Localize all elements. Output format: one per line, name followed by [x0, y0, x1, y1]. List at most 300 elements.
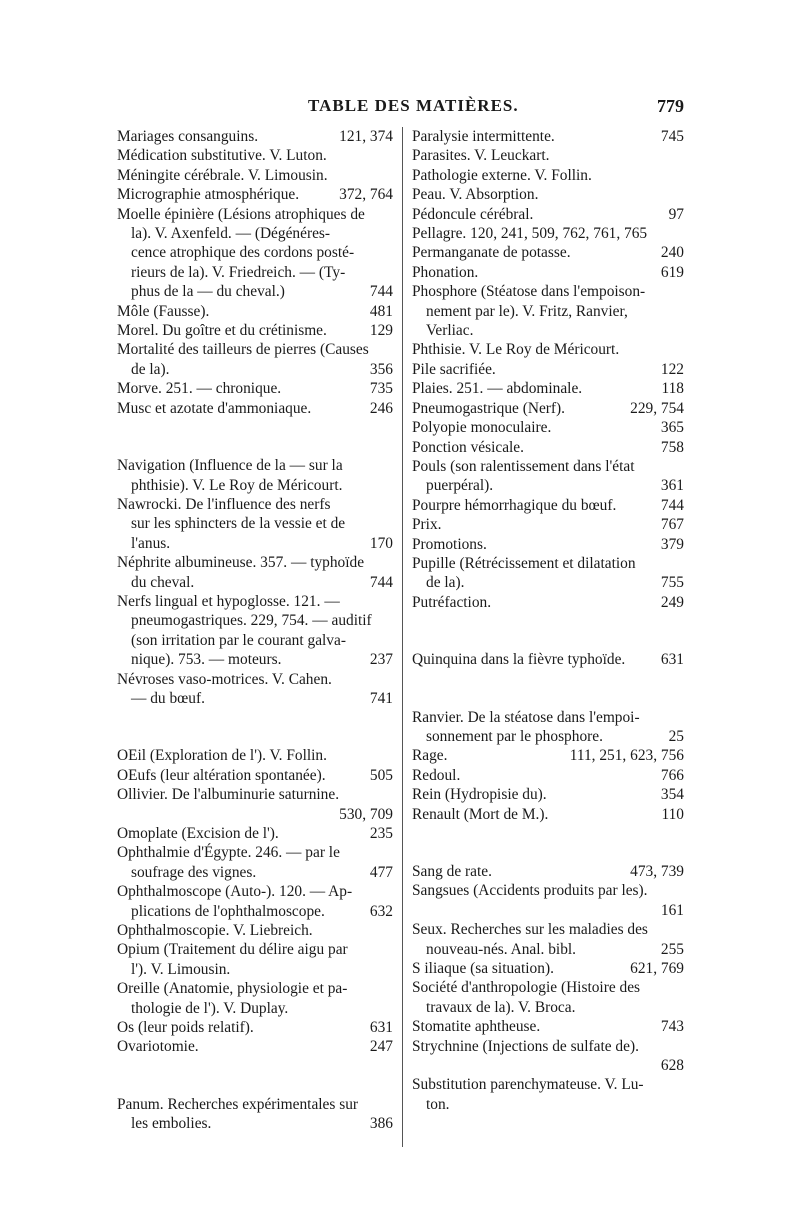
- entry-text: Pédoncule cérébral.: [412, 205, 534, 223]
- entry-line: [117, 282, 393, 301]
- index-entry: [412, 708, 684, 747]
- entry-line: [412, 573, 684, 592]
- entry-page-ref: 25: [668, 727, 684, 745]
- entry-text: Plaies. 251. — abdominale.: [412, 380, 583, 398]
- entry-page-ref: 97: [668, 205, 684, 223]
- entry-line: [412, 321, 684, 340]
- entry-page-ref: 735: [369, 380, 393, 398]
- entry-text: Polyopie monoculaire.: [412, 419, 552, 437]
- entry-line: [412, 302, 684, 321]
- entry-page-ref: 745: [660, 128, 684, 145]
- index-entry: [412, 805, 684, 824]
- index-entry: [117, 321, 393, 340]
- index-entry: [412, 185, 684, 204]
- entry-text: (son irritation par le courant galva-: [131, 631, 346, 649]
- entry-text: Opium (Traitement du délire aigu par: [117, 941, 348, 959]
- entry-text: nement par le). V. Fritz, Ranvier,: [426, 302, 628, 320]
- entry-line: [412, 593, 684, 612]
- entry-text: Micrographie atmosphérique.: [117, 186, 300, 204]
- index-entry: [117, 882, 393, 921]
- entry-line: [117, 534, 393, 553]
- index-entry: [412, 263, 684, 282]
- entry-text: l'anus.: [131, 534, 171, 552]
- entry-text: nique). 753. — moteurs.: [131, 651, 282, 669]
- entry-text: Néphrite albumineuse. 357. — typhoïde: [117, 554, 365, 572]
- entry-text: Peau. V. Absorption.: [412, 186, 539, 204]
- entry-line: [412, 1095, 684, 1114]
- section-gap: [412, 612, 684, 650]
- entry-page-ref: 744: [660, 496, 684, 514]
- entry-line: [117, 670, 393, 689]
- entry-page-ref: 246: [369, 399, 393, 417]
- entry-text: Panum. Recherches expérimentales sur: [117, 1095, 359, 1113]
- entry-text: soufrage des vignes.: [131, 863, 257, 881]
- index-entry: [412, 978, 684, 1017]
- entry-line: [117, 205, 393, 224]
- index-entry: [117, 495, 393, 553]
- entry-text: — du bœuf.: [131, 689, 205, 707]
- entry-line: [412, 515, 684, 534]
- page-header: [118, 96, 684, 124]
- index-entry: [412, 418, 684, 437]
- entry-text: Nerfs lingual et hypoglosse. 121. —: [117, 592, 340, 610]
- index-entry: [412, 224, 684, 243]
- entry-line: [412, 998, 684, 1017]
- entry-text: Permanganate de potasse.: [412, 244, 571, 262]
- entry-line: [117, 243, 393, 262]
- entry-text: Morve. 251. — chronique.: [117, 380, 282, 398]
- entry-text: Quinquina dans la fièvre typhoïde.: [412, 651, 626, 669]
- entry-line: [117, 921, 393, 940]
- entry-page-ref: 354: [660, 786, 684, 804]
- entry-text: Pellagre. 120, 241, 509, 762, 761, 765: [412, 225, 648, 243]
- entry-text: Mariages consanguins.: [117, 128, 259, 145]
- index-entry: [412, 593, 684, 612]
- index-entry: [412, 243, 684, 262]
- entry-line: [117, 650, 393, 669]
- index-entry: [412, 1037, 684, 1076]
- entry-text: sur les sphincters de la vessie et de: [131, 515, 346, 533]
- entry-text: phus de la — du cheval.): [131, 283, 285, 301]
- entry-page-ref: 758: [660, 438, 684, 456]
- entry-text: Prix.: [412, 516, 442, 534]
- entry-line: [412, 399, 684, 418]
- entry-line: [117, 1018, 393, 1037]
- entry-line: [117, 631, 393, 650]
- entry-line: [412, 554, 684, 573]
- entry-text: Redoul.: [412, 766, 461, 784]
- index-entry: [117, 746, 393, 765]
- index-entry: [412, 959, 684, 978]
- section-gap: [117, 418, 393, 456]
- entry-page-ref: 744: [369, 283, 393, 301]
- entry-line: [412, 940, 684, 959]
- entry-page-ref: 379: [660, 535, 684, 553]
- entry-text: phthisie). V. Le Roy de Méricourt.: [131, 476, 343, 494]
- entry-line: [412, 243, 684, 262]
- index-entry: [412, 862, 684, 881]
- entry-line: [117, 476, 393, 495]
- entry-text: Promotions.: [412, 535, 487, 553]
- index-entry: [117, 979, 393, 1018]
- entry-text: Morel. Du goître et du crétinisme.: [117, 322, 327, 340]
- entry-text: 530, 709: [339, 805, 393, 823]
- entry-text: du cheval.: [131, 573, 195, 591]
- entry-page-ref: 755: [660, 574, 684, 592]
- entry-line: [117, 302, 393, 321]
- entry-line: [412, 496, 684, 515]
- index-entry: [412, 515, 684, 534]
- entry-page-ref: 255: [660, 940, 684, 958]
- entry-line: [117, 785, 393, 804]
- entry-text: Os (leur poids relatif).: [117, 1019, 254, 1037]
- column-divider: [402, 127, 403, 1147]
- index-entry: [117, 785, 393, 824]
- entry-text: ton.: [426, 1095, 450, 1113]
- index-entry: [117, 340, 393, 379]
- index-entry: [412, 650, 684, 669]
- entry-line: [117, 746, 393, 765]
- index-entry: [412, 766, 684, 785]
- entry-text: Pathologie externe. V. Follin.: [412, 166, 592, 184]
- entry-line: [412, 746, 684, 765]
- entry-text: OEufs (leur altération spontanée).: [117, 766, 326, 784]
- index-entry: [117, 146, 393, 165]
- index-entry: [412, 146, 684, 165]
- entry-line: [412, 166, 684, 185]
- entry-page-ref: 386: [369, 1115, 393, 1133]
- entry-page-ref: 361: [660, 477, 684, 495]
- entry-line: [117, 553, 393, 572]
- index-entry: [412, 496, 684, 515]
- entry-page-ref: 619: [660, 263, 684, 281]
- entry-text: Oreille (Anatomie, physiologie et pa-: [117, 980, 348, 998]
- entry-line: [117, 495, 393, 514]
- entry-line: [117, 399, 393, 418]
- index-entry: [412, 166, 684, 185]
- entry-text: Ponction vésicale.: [412, 438, 524, 456]
- entry-line: [412, 920, 684, 939]
- entry-text: Navigation (Influence de la — sur la: [117, 457, 343, 475]
- entry-page-ref: 129: [369, 322, 393, 340]
- entry-page-ref: 356: [369, 360, 393, 378]
- entry-line: [412, 1075, 684, 1094]
- entry-page-ref: 249: [660, 593, 684, 611]
- entry-page-ref: 240: [660, 244, 684, 262]
- entry-text: Médication substitutive. V. Luton.: [117, 147, 327, 165]
- entry-text: Paralysie intermittente.: [412, 128, 555, 145]
- entry-page-ref: 473, 739: [630, 863, 684, 880]
- entry-text: Substitution parenchymateuse. V. Lu-: [412, 1076, 644, 1094]
- entry-line: [117, 1114, 393, 1133]
- entry-line: [412, 959, 684, 978]
- entry-page-ref: 631: [369, 1019, 393, 1037]
- entry-text: l'). V. Limousin.: [131, 960, 231, 978]
- entry-line: [117, 573, 393, 592]
- entry-text: travaux de la). V. Broca.: [426, 998, 576, 1016]
- entry-line: [117, 863, 393, 882]
- entry-page-ref: 372, 764: [339, 186, 393, 204]
- index-entry: [117, 1095, 393, 1134]
- index-entry: [117, 302, 393, 321]
- index-entry: [117, 456, 393, 495]
- entry-line: [117, 321, 393, 340]
- entry-text: les embolies.: [131, 1115, 212, 1133]
- entry-text: Stomatite aphtheuse.: [412, 1018, 541, 1036]
- entry-text: Moelle épinière (Lésions atrophiques de: [117, 205, 365, 223]
- index-entry: [117, 205, 393, 302]
- entry-text: Phosphore (Stéatose dans l'empoison-: [412, 283, 646, 301]
- entry-page-ref: 766: [660, 766, 684, 784]
- entry-line: [117, 843, 393, 862]
- entry-line: [412, 881, 684, 900]
- entry-line: [412, 146, 684, 165]
- index-entry: [412, 535, 684, 554]
- entry-text: Nawrocki. De l'influence des nerfs: [117, 495, 331, 513]
- entry-text: Verliac.: [426, 322, 474, 340]
- entry-line: [412, 205, 684, 224]
- index-entry: [117, 185, 393, 204]
- entry-line: [412, 438, 684, 457]
- entry-line: [117, 1037, 393, 1056]
- section-gap: [412, 824, 684, 862]
- entry-page-ref: 505: [369, 766, 393, 784]
- entry-line: [117, 514, 393, 533]
- entry-line: [117, 127, 393, 146]
- entry-line: [412, 476, 684, 495]
- index-entry: [412, 379, 684, 398]
- entry-line: [117, 611, 393, 630]
- entry-text: la). V. Axenfeld. — (Dégénéres-: [131, 225, 331, 243]
- entry-text: 161: [660, 901, 684, 919]
- entry-line: [412, 457, 684, 476]
- entry-text: Renault (Mort de M.).: [412, 805, 549, 823]
- entry-line: [412, 901, 684, 920]
- entry-line: [412, 379, 684, 398]
- index-entry: [117, 1018, 393, 1037]
- entry-page-ref: 767: [660, 516, 684, 534]
- entry-text: S iliaque (sa situation).: [412, 960, 554, 978]
- index-entry: [412, 554, 684, 593]
- entry-line: [412, 727, 684, 746]
- entry-page-ref: 111, 251, 623, 756: [569, 747, 684, 765]
- entry-text: OEil (Exploration de l'). V. Follin.: [117, 747, 327, 765]
- entry-page-ref: 365: [660, 419, 684, 437]
- entry-page-ref: 481: [369, 302, 393, 320]
- entry-page-ref: 121, 374: [339, 128, 393, 145]
- entry-line: [412, 1056, 684, 1075]
- entry-text: Pupille (Rétrécissement et dilatation: [412, 554, 636, 572]
- index-entry: [412, 920, 684, 959]
- index-entry: [412, 1075, 684, 1114]
- entry-text: Ovariotomie.: [117, 1038, 199, 1056]
- entry-page-ref: 170: [369, 534, 393, 552]
- entry-line: [412, 263, 684, 282]
- section-gap: [117, 1057, 393, 1095]
- index-entry: [412, 785, 684, 804]
- entry-line: [117, 263, 393, 282]
- entry-line: [117, 979, 393, 998]
- entry-text: Putréfaction.: [412, 593, 492, 611]
- entry-text: Môle (Fausse).: [117, 302, 210, 320]
- entry-line: [117, 940, 393, 959]
- entry-text: Pneumogastrique (Nerf).: [412, 399, 566, 417]
- entry-text: Sangsues (Accidents produits par les).: [412, 882, 648, 900]
- entry-text: Pourpre hémorrhagique du bœuf.: [412, 496, 617, 514]
- index-entry: [412, 457, 684, 496]
- entry-text: Ranvier. De la stéatose dans l'empoi-: [412, 708, 640, 726]
- entry-line: [412, 805, 684, 824]
- entry-line: [412, 535, 684, 554]
- entry-line: [412, 862, 684, 881]
- index-entry: [412, 438, 684, 457]
- entry-page-ref: 621, 769: [630, 960, 684, 978]
- entry-line: [117, 824, 393, 843]
- entry-text: Musc et azotate d'ammoniaque.: [117, 399, 312, 417]
- entry-text: Méningite cérébrale. V. Limousin.: [117, 166, 328, 184]
- entry-page-ref: 477: [369, 863, 393, 881]
- entry-line: [117, 592, 393, 611]
- index-column-right: [412, 127, 684, 1114]
- entry-line: [117, 689, 393, 708]
- entry-text: Ollivier. De l'albuminurie saturnine.: [117, 786, 340, 804]
- entry-page-ref: 631: [660, 651, 684, 669]
- index-column-left: [117, 127, 393, 1134]
- entry-text: thologie de l'). V. Duplay.: [131, 999, 289, 1017]
- entry-page-ref: 229, 754: [630, 399, 684, 417]
- index-entry: [117, 824, 393, 843]
- section-gap: [412, 670, 684, 708]
- entry-text: 628: [660, 1057, 684, 1075]
- entry-line: [412, 282, 684, 301]
- entry-line: [412, 766, 684, 785]
- entry-line: [412, 185, 684, 204]
- index-entry: [117, 399, 393, 418]
- entry-text: de la).: [131, 360, 170, 378]
- index-entry: [412, 360, 684, 379]
- entry-line: [412, 340, 684, 359]
- entry-line: [412, 360, 684, 379]
- index-entry: [117, 921, 393, 940]
- entry-text: pneumogastriques. 229, 754. — auditif: [131, 612, 372, 630]
- entry-line: [412, 650, 684, 669]
- index-entry: [117, 1037, 393, 1056]
- entry-line: [117, 340, 393, 359]
- entry-line: [117, 1095, 393, 1114]
- entry-text: Névroses vaso-motrices. V. Cahen.: [117, 670, 332, 688]
- entry-text: Parasites. V. Leuckart.: [412, 147, 550, 165]
- entry-page-ref: 632: [369, 902, 393, 920]
- entry-page-ref: 247: [369, 1038, 393, 1056]
- entry-line: [412, 1037, 684, 1056]
- entry-text: Rein (Hydropisie du).: [412, 786, 547, 804]
- entry-line: [117, 379, 393, 398]
- index-entry: [412, 205, 684, 224]
- index-entry: [412, 746, 684, 765]
- entry-line: [117, 360, 393, 379]
- index-entry: [117, 166, 393, 185]
- entry-line: [412, 1017, 684, 1036]
- entry-page-ref: 110: [661, 805, 684, 823]
- entry-text: Strychnine (Injections de sulfate de).: [412, 1037, 639, 1055]
- entry-text: plications de l'ophthalmoscope.: [131, 902, 325, 920]
- entry-line: [412, 785, 684, 804]
- entry-text: sonnement par le phosphore.: [426, 727, 603, 745]
- entry-text: rieurs de la). V. Friedreich. — (Ty-: [131, 263, 346, 281]
- index-entry: [117, 553, 393, 592]
- entry-line: [117, 960, 393, 979]
- index-entry: [412, 282, 684, 340]
- entry-line: [412, 127, 684, 146]
- entry-page-ref: 235: [369, 825, 393, 842]
- entry-page-ref: 118: [661, 380, 684, 398]
- entry-line: [117, 146, 393, 165]
- page-number: 779: [657, 96, 684, 116]
- entry-page-ref: 741: [369, 689, 393, 707]
- index-entry: [117, 592, 393, 670]
- index-entry: [117, 766, 393, 785]
- entry-line: [117, 456, 393, 475]
- entry-text: Sang de rate.: [412, 863, 492, 880]
- entry-page-ref: 122: [660, 360, 684, 378]
- entry-line: [117, 902, 393, 921]
- entry-text: puerpéral).: [426, 477, 494, 495]
- index-entry: [412, 399, 684, 418]
- entry-page-ref: 237: [369, 651, 393, 669]
- index-entry: [117, 379, 393, 398]
- entry-page-ref: 743: [660, 1018, 684, 1036]
- entry-line: [117, 185, 393, 204]
- index-entry: [412, 1017, 684, 1036]
- index-entry: [117, 127, 393, 146]
- entry-line: [117, 766, 393, 785]
- index-entry: [412, 340, 684, 359]
- entry-text: Mortalité des tailleurs de pierres (Causes: [117, 341, 369, 359]
- entry-text: Pile sacrifiée.: [412, 360, 496, 378]
- entry-page-ref: 744: [369, 573, 393, 591]
- entry-text: Rage.: [412, 747, 448, 765]
- entry-line: [117, 224, 393, 243]
- entry-text: Société d'anthropologie (Histoire des: [412, 979, 641, 997]
- entry-line: [117, 805, 393, 824]
- running-title: TABLE DES MATIÈRES.: [308, 96, 519, 115]
- index-entry: [117, 843, 393, 882]
- entry-text: nouveau-nés. Anal. bibl.: [426, 940, 577, 958]
- entry-text: Omoplate (Excision de l').: [117, 825, 279, 842]
- entry-line: [117, 882, 393, 901]
- entry-text: Pouls (son ralentissement dans l'état: [412, 457, 635, 475]
- entry-line: [412, 978, 684, 997]
- index-entry: [117, 940, 393, 979]
- entry-text: Phonation.: [412, 263, 479, 281]
- index-entry: [412, 127, 684, 146]
- entry-text: Seux. Recherches sur les maladies des: [412, 921, 648, 939]
- entry-text: Ophthalmoscopie. V. Liebreich.: [117, 922, 313, 940]
- entry-line: [412, 708, 684, 727]
- entry-text: Ophthalmie d'Égypte. 246. — par le: [117, 844, 340, 862]
- entry-line: [412, 418, 684, 437]
- index-entry: [117, 670, 393, 709]
- entry-text: cence atrophique des cordons posté-: [131, 244, 355, 262]
- section-gap: [117, 708, 393, 746]
- entry-text: Ophthalmoscope (Auto-). 120. — Ap-: [117, 883, 353, 901]
- index-entry: [412, 881, 684, 920]
- entry-line: [412, 224, 684, 243]
- entry-text: de la).: [426, 574, 465, 592]
- entry-text: Phthisie. V. Le Roy de Méricourt.: [412, 341, 620, 359]
- entry-line: [117, 166, 393, 185]
- entry-line: [117, 999, 393, 1018]
